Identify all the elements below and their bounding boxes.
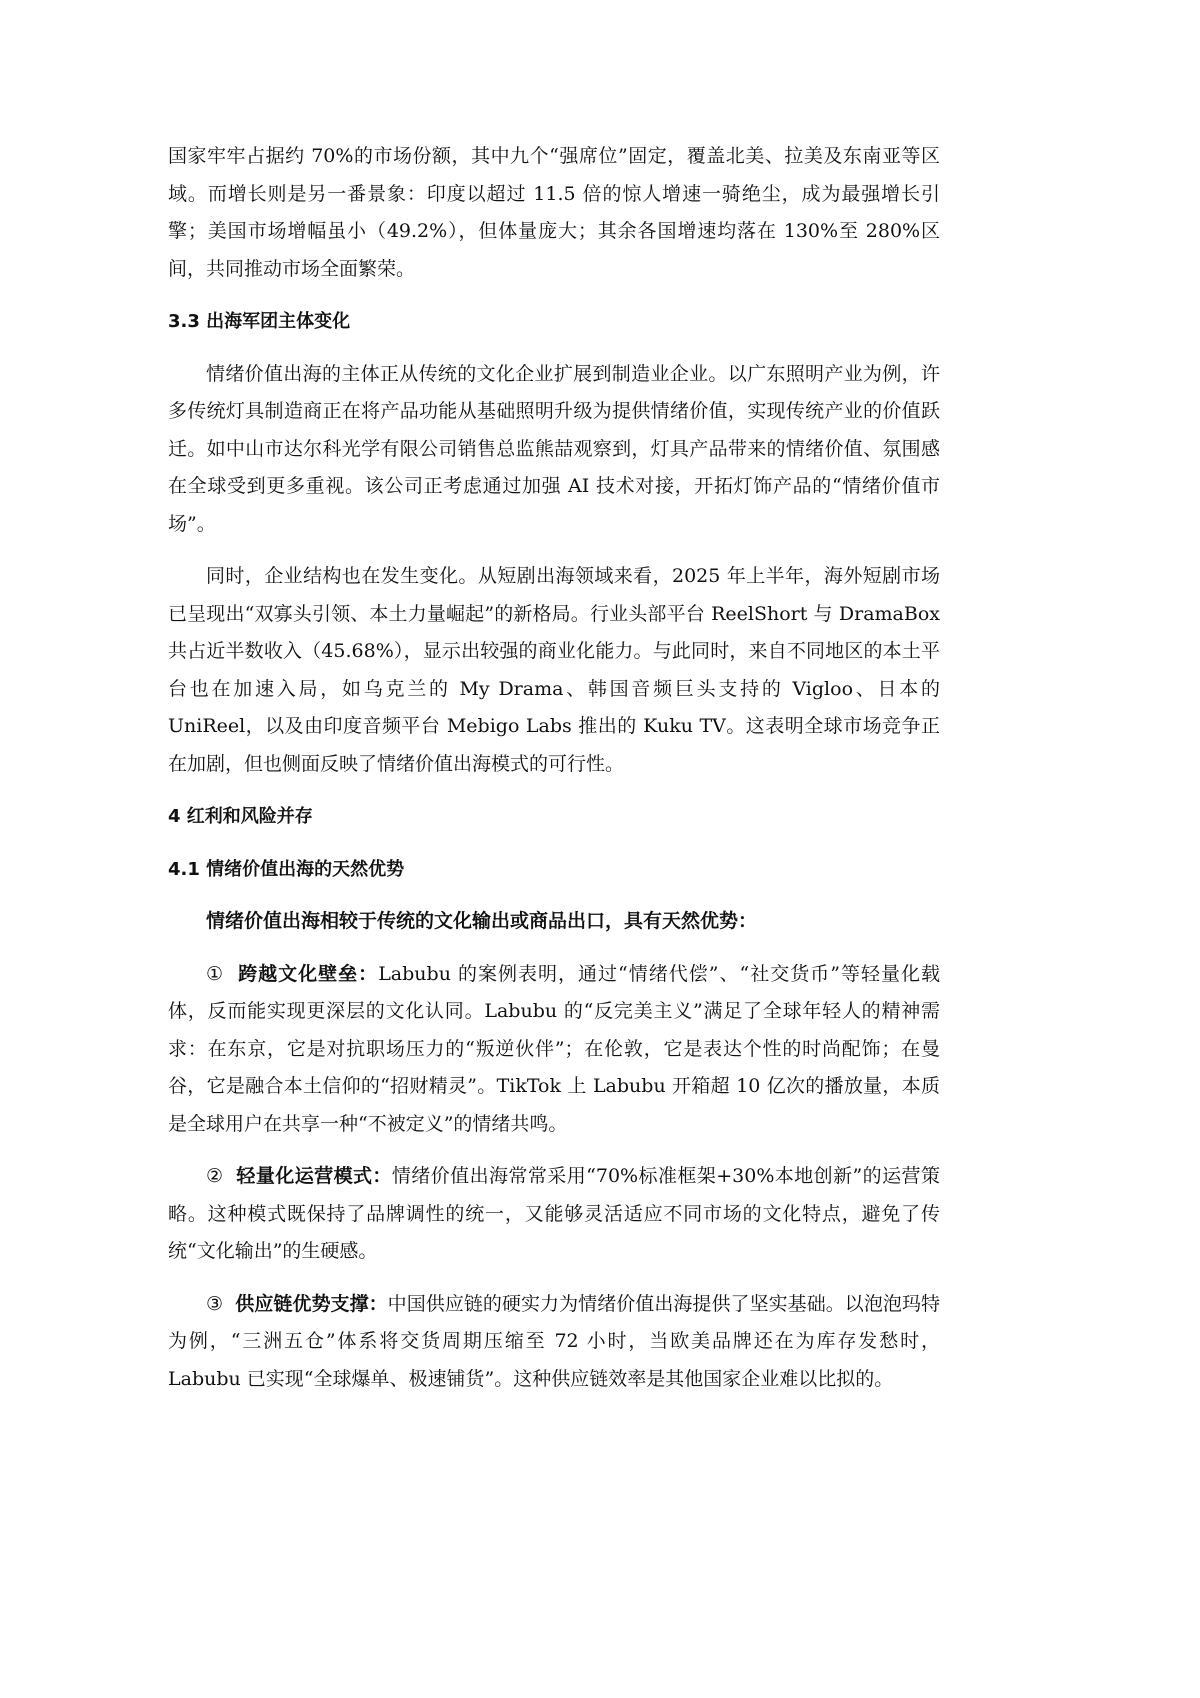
document-page — [168, 138, 940, 1413]
item-title: 供应链优势支撑： — [235, 1292, 388, 1315]
item-text: 中国供应链的硬实力为情绪价值出海提供了坚实基础。以泡泡玛特为例，“三洲五仓”体系将交货周期压缩至 72 小时，当欧美品牌还在为库存发愁时，Labubu 已实现“全球爆单、极速铺货”。这种供应链效率是其他国家企业难以比拟的。 — [168, 1292, 940, 1390]
list-item-3 — [168, 1286, 940, 1399]
lead-sentence: 情绪价值出海相较于传统的文化输出或商品出口，具有天然优势： — [206, 910, 758, 932]
section-heading-4-1: 4.1 情绪价值出海的天然优势 — [168, 858, 405, 880]
item-title: 轻量化运营模式： — [236, 1165, 392, 1187]
list-item-2 — [168, 1158, 940, 1271]
paragraph-market-share: 国家牢牢占据约 70%的市场份额，其中九个“强席位”固定，覆盖北美、拉美及东南亚等区域。而增长则是另一番景象：印度以超过 11.5 倍的惊人增速一骑绝尘，成为最强增长引擎；美国市场增幅虽小（49.2%），但体量庞大；其余各国增速均落在 130%至 280%区间，共同推动市场全面繁荣。 — [168, 145, 940, 280]
item-text: 情绪价值出海常常采用“70%标准框架+30%本地创新”的运营策略。这种模式既保持了品牌调性的统一，又能够灵活适应不同市场的文化特点，避免了传统“文化输出”的生硬感。 — [168, 1165, 940, 1262]
item-title: 跨越文化壁垒： — [238, 962, 379, 985]
paragraph-short-drama: 同时，企业结构也在发生变化。从短剧出海领域来看，2025 年上半年，海外短剧市场已呈现出“双寡头引领、本土力量崛起”的新格局。行业头部平台 ReelShort 与 DramaBox 共占近半数收入（45.68%），显示出较强的商业化能力。与此同时，来自不同地区的本土平台也在加速入局，如乌克兰的 My Drama、韩国音频巨头支持的 Vigloo、日本的 UniReel，以及由印度音频平台 Mebigo Labs 推出的 Kuku TV。这表明全球市场竞争正在加剧，但也侧面反映了情绪价值出海模式的可行性。 — [168, 565, 940, 775]
section-heading-4: 4 红利和风险并存 — [168, 806, 313, 827]
item-number: ① — [206, 962, 225, 985]
section-heading-3-3: 3.3 出海军团主体变化 — [168, 311, 351, 332]
item-number: ③ — [206, 1292, 224, 1315]
list-item-1 — [168, 956, 940, 1144]
item-number: ② — [206, 1165, 224, 1187]
paragraph-manufacturing: 情绪价值出海的主体正从传统的文化企业扩展到制造业企业。以广东照明产业为例，许多传统灯具制造商正在将产品功能从基础照明升级为提供情绪价值，实现传统产业的价值跃迁。如中山市达尔科光学有限公司销售总监熊喆观察到，灯具产品带来的情绪价值、氛围感在全球受到更多重视。该公司正考虑通过加强 AI 技术对接，开拓灯饰产品的“情绪价值市场”。 — [168, 362, 940, 535]
item-text: Labubu 的案例表明，通过“情绪代偿”、“社交货币”等轻量化载体，反而能实现更深层的文化认同。Labubu 的“反完美主义”满足了全球年轻人的精神需求：在东京，它是对抗职场压力的“叛逆伙伴”；在伦敦，它是表达个性的时尚配饰；在曼谷，它是融合本土信仰的“招财精灵”。TikTok 上 Labubu 开箱超 10 亿次的播放量，本质是全球用户在共享一种“不被定义”的情绪共鸣。 — [168, 962, 940, 1135]
